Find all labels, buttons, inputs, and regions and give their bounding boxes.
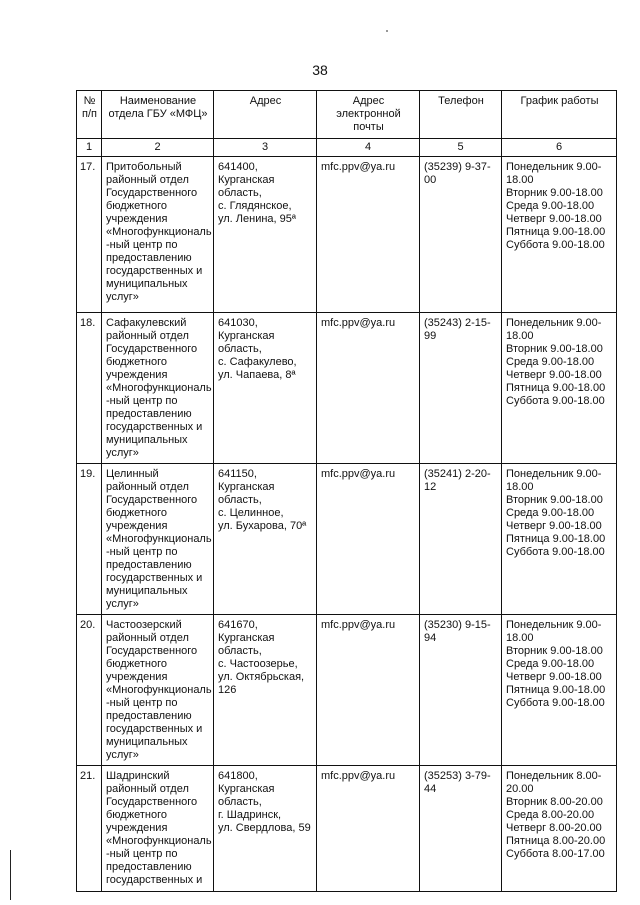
table-row bbox=[77, 313, 617, 464]
department-phone: (35230) 9-15- 94 bbox=[420, 615, 502, 766]
department-name: Целинный районный отдел Государственного бюджетного учреждения «Многофункциональ -ный центр по предоставлению государственных и муниципальных услуг» bbox=[102, 464, 214, 615]
mfc-departments-table bbox=[76, 90, 617, 892]
header-address: Адрес bbox=[214, 91, 317, 139]
header-row bbox=[77, 91, 617, 139]
department-schedule: Понедельник 9.00- 18.00 Вторник 9.00-18.00 Среда 9.00-18.00 Четверг 9.00-18.00 Пятница 9.00-18.00 Суббота 9.00-18.00 bbox=[502, 464, 617, 615]
department-email: mfc.ppv@ya.ru bbox=[317, 157, 420, 313]
column-number-row bbox=[77, 139, 617, 157]
department-email: mfc.ppv@ya.ru bbox=[317, 766, 420, 892]
department-email: mfc.ppv@ya.ru bbox=[317, 464, 420, 615]
column-number: 3 bbox=[214, 139, 317, 157]
header-department-name: Наименование отдела ГБУ «МФЦ» bbox=[102, 91, 214, 139]
table-row bbox=[77, 157, 617, 313]
header-number: № п/п bbox=[77, 91, 102, 139]
department-address: 641030, Курганская область, с. Сафакулево, ул. Чапаева, 8ª bbox=[214, 313, 317, 464]
department-name: Сафакулевский районный отдел Государственного бюджетного учреждения «Многофункциональ -ный центр по предоставлению государственных и муниципальных услуг» bbox=[102, 313, 214, 464]
header-phone: Телефон bbox=[420, 91, 502, 139]
department-name: Частоозерский районный отдел Государственного бюджетного учреждения «Многофункциональ -ный центр по предоставлению государственных и муниципальных услуг» bbox=[102, 615, 214, 766]
row-number: 20. bbox=[77, 615, 102, 766]
department-schedule: Понедельник 9.00- 18.00 Вторник 9.00-18.00 Среда 9.00-18.00 Четверг 9.00-18.00 Пятница 9.00-18.00 Суббота 9.00-18.00 bbox=[502, 615, 617, 766]
header-schedule: График работы bbox=[502, 91, 617, 139]
department-phone: (35243) 2-15- 99 bbox=[420, 313, 502, 464]
table-row bbox=[77, 464, 617, 615]
column-number: 1 bbox=[77, 139, 102, 157]
department-address: 641670, Курганская область, с. Частоозерье, ул. Октябрьская, 126 bbox=[214, 615, 317, 766]
column-number: 6 bbox=[502, 139, 617, 157]
row-number: 18. bbox=[77, 313, 102, 464]
department-schedule: Понедельник 9.00- 18.00 Вторник 9.00-18.00 Среда 9.00-18.00 Четверг 9.00-18.00 Пятница 9.00-18.00 Суббота 9.00-18.00 bbox=[502, 157, 617, 313]
department-schedule: Понедельник 9.00- 18.00 Вторник 9.00-18.00 Среда 9.00-18.00 Четверг 9.00-18.00 Пятница 9.00-18.00 Суббота 9.00-18.00 bbox=[502, 313, 617, 464]
table-row bbox=[77, 766, 617, 892]
department-name: Шадринский районный отдел Государственного бюджетного учреждения «Многофункциональ -ный центр по предоставлению государственных и bbox=[102, 766, 214, 892]
department-schedule: Понедельник 8.00- 20.00 Вторник 8.00-20.00 Среда 8.00-20.00 Четверг 8.00-20.00 Пятница 8.00-20.00 Суббота 8.00-17.00 bbox=[502, 766, 617, 892]
department-email: mfc.ppv@ya.ru bbox=[317, 615, 420, 766]
scan-edge-line bbox=[10, 850, 11, 900]
row-number: 17. bbox=[77, 157, 102, 313]
row-number: 21. bbox=[77, 766, 102, 892]
department-phone: (35253) 3-79- 44 bbox=[420, 766, 502, 892]
column-number: 4 bbox=[317, 139, 420, 157]
department-address: 641800, Курганская область, г. Шадринск, ул. Свердлова, 59 bbox=[214, 766, 317, 892]
header-email: Адрес электронной почты bbox=[317, 91, 420, 139]
department-phone: (35241) 2-20- 12 bbox=[420, 464, 502, 615]
table-row bbox=[77, 615, 617, 766]
department-name: Притобольный районный отдел Государственного бюджетного учреждения «Многофункциональ -ный центр по предоставлению государственных и муниципальных услуг» bbox=[102, 157, 214, 313]
column-number: 2 bbox=[102, 139, 214, 157]
row-number: 19. bbox=[77, 464, 102, 615]
department-email: mfc.ppv@ya.ru bbox=[317, 313, 420, 464]
column-number: 5 bbox=[420, 139, 502, 157]
department-address: 641150, Курганская область, с. Целинное, ул. Бухарова, 70ª bbox=[214, 464, 317, 615]
department-phone: (35239) 9-37- 00 bbox=[420, 157, 502, 313]
scan-speck bbox=[386, 30, 388, 32]
page-number: 38 bbox=[312, 62, 328, 78]
department-address: 641400, Курганская область, с. Глядянское, ул. Ленина, 95ª bbox=[214, 157, 317, 313]
